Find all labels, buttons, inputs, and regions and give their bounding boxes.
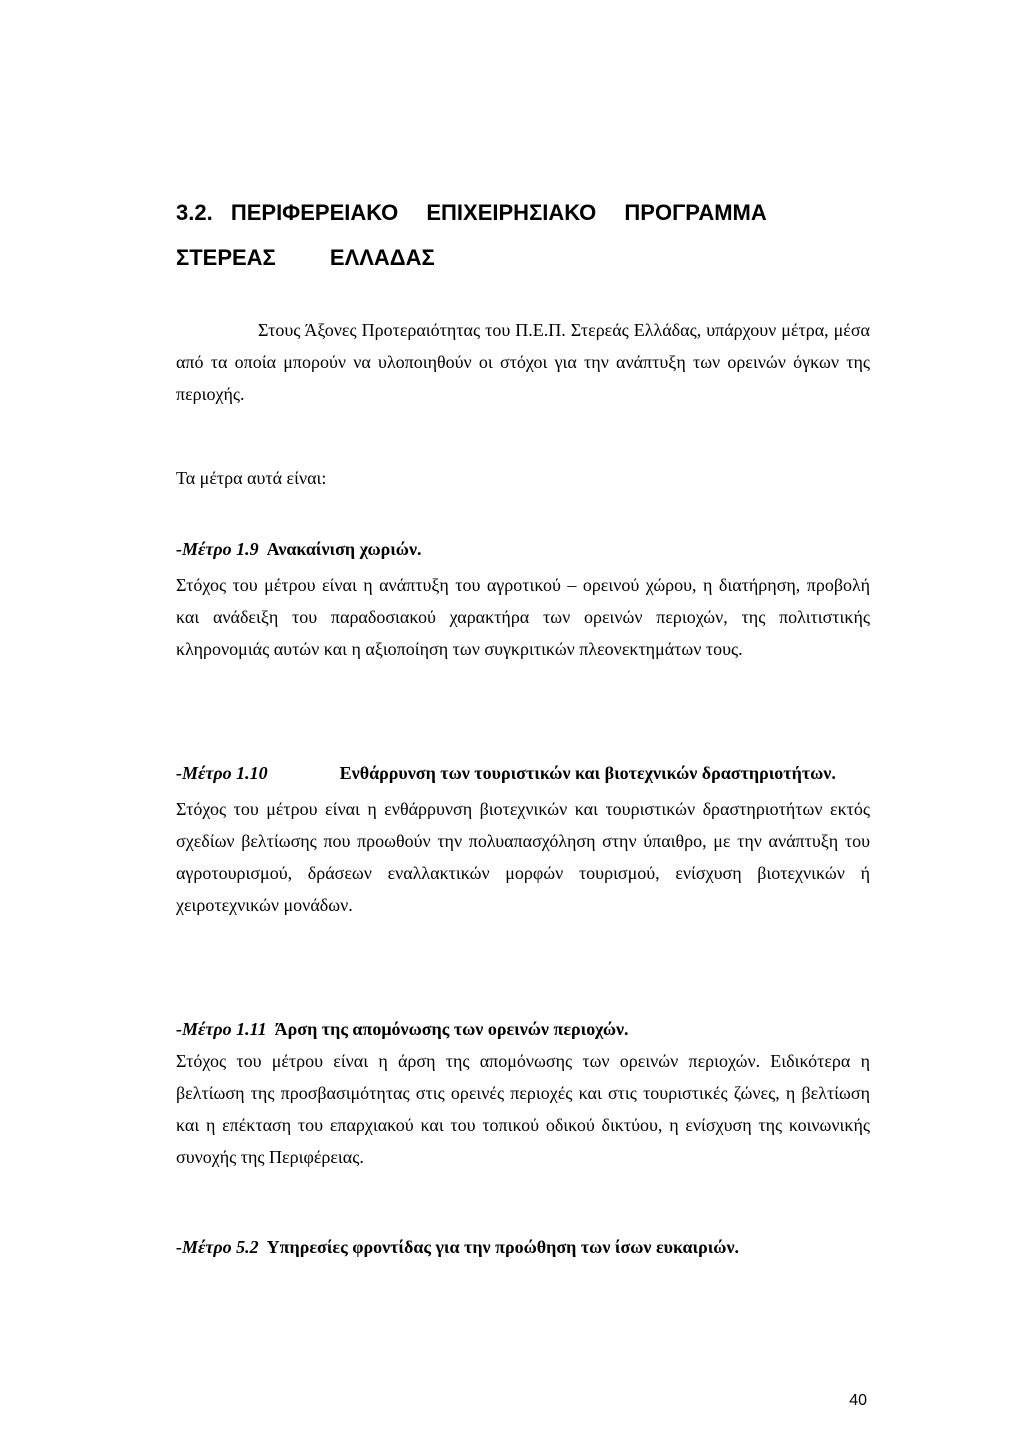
section-title-word: ΠΡΟΓΡΑΜΜΑ xyxy=(624,200,767,225)
section-title-word: ΠΕΡΙΦΕΡΕΙΑΚΟ xyxy=(230,200,399,225)
section-title-word: ΣΤΕΡΕΑΣ xyxy=(176,245,276,270)
measure-1-9 xyxy=(176,533,870,665)
measure-heading xyxy=(176,757,870,789)
measure-1-11 xyxy=(176,1013,870,1173)
measure-code: -Μέτρο 1.9 xyxy=(176,539,259,559)
measure-5-2 xyxy=(176,1231,870,1263)
measure-code: -Μέτρο 1.10 xyxy=(176,763,268,783)
measure-code: -Μέτρο 1.11 xyxy=(176,1019,267,1039)
page-number: 40 xyxy=(849,1392,867,1409)
section-heading xyxy=(176,190,870,280)
measure-code: -Μέτρο 5.2 xyxy=(176,1237,259,1257)
measure-title: Άρση της απομόνωσης των ορεινών περιοχών. xyxy=(274,1019,629,1039)
section-heading-line-2 xyxy=(176,235,870,280)
section-title-word: ΕΛΛΑΔΑΣ xyxy=(329,245,435,270)
measure-1-10 xyxy=(176,757,870,921)
measure-description: Στόχος του μέτρου είναι η ανάπτυξη του αγροτικού – ορεινού χώρου, η διατήρηση, προβολή και ανάδειξη του παραδοσιακού χαρακτήρα των ορεινών περιοχών, της πολιτιστικής κληρονομιάς αυτών και η αξιοποίηση των συγκριτικών πλεονεκτημάτων τους. xyxy=(176,575,870,659)
section-heading-line-1 xyxy=(176,190,870,235)
measure-heading xyxy=(176,1231,870,1263)
section-number: 3.2. xyxy=(176,200,213,225)
measure-description: Στόχος του μέτρου είναι η ενθάρρυνση βιοτεχνικών και τουριστικών δραστηριοτήτων εκτός σχεδίων βελτίωσης που προωθούν την πολυαπασχόληση στην ύπαιθρο, με την ανάπτυξη του αγροτουρισμού, δράσεων εναλλακτικών μορφών τουρισμού, ενίσχυση βιοτεχνικών ή χειροτεχνικών μονάδων. xyxy=(176,799,870,915)
intro-block xyxy=(176,314,870,410)
measure-title: Υπηρεσίες φροντίδας για την προώθηση των ίσων ευκαιριών. xyxy=(266,1237,739,1257)
section-title-word: ΕΠΙΧΕΙΡΗΣΙΑΚΟ xyxy=(426,200,597,225)
intro-paragraph: Στους Άξονες Προτεραιότητας του Π.Ε.Π. Στερεάς Ελλάδας, υπάρχουν μέτρα, μέσα από τα οποία μπορούν να υλοποιηθούν οι στόχοι για την ανάπτυξη των ορεινών όγκων της περιοχής. xyxy=(176,320,870,404)
measure-heading xyxy=(176,1013,870,1045)
measure-title: Ανακαίνιση χωριών. xyxy=(266,539,422,559)
measure-description: Στόχος του μέτρου είναι η άρση της απομόνωσης των ορεινών περιοχών. Ειδικότερα η βελτίωση της προσβασιμότητας στις ορεινές περιοχές και στις τουριστικές ζώνες, η βελτίωση και η επέκταση του επαρχιακού και του τοπικού οδικού δικτύου, η ενίσχυση της κοινωνικής συνοχής της Περιφέρειας. xyxy=(176,1051,870,1167)
measures-intro: Τα μέτρα αυτά είναι: xyxy=(176,468,327,488)
measure-title: Ενθάρρυνση των τουριστικών και βιοτεχνικών δραστηριοτήτων. xyxy=(339,763,836,783)
measures-intro-block xyxy=(176,462,870,494)
measure-heading xyxy=(176,533,870,565)
